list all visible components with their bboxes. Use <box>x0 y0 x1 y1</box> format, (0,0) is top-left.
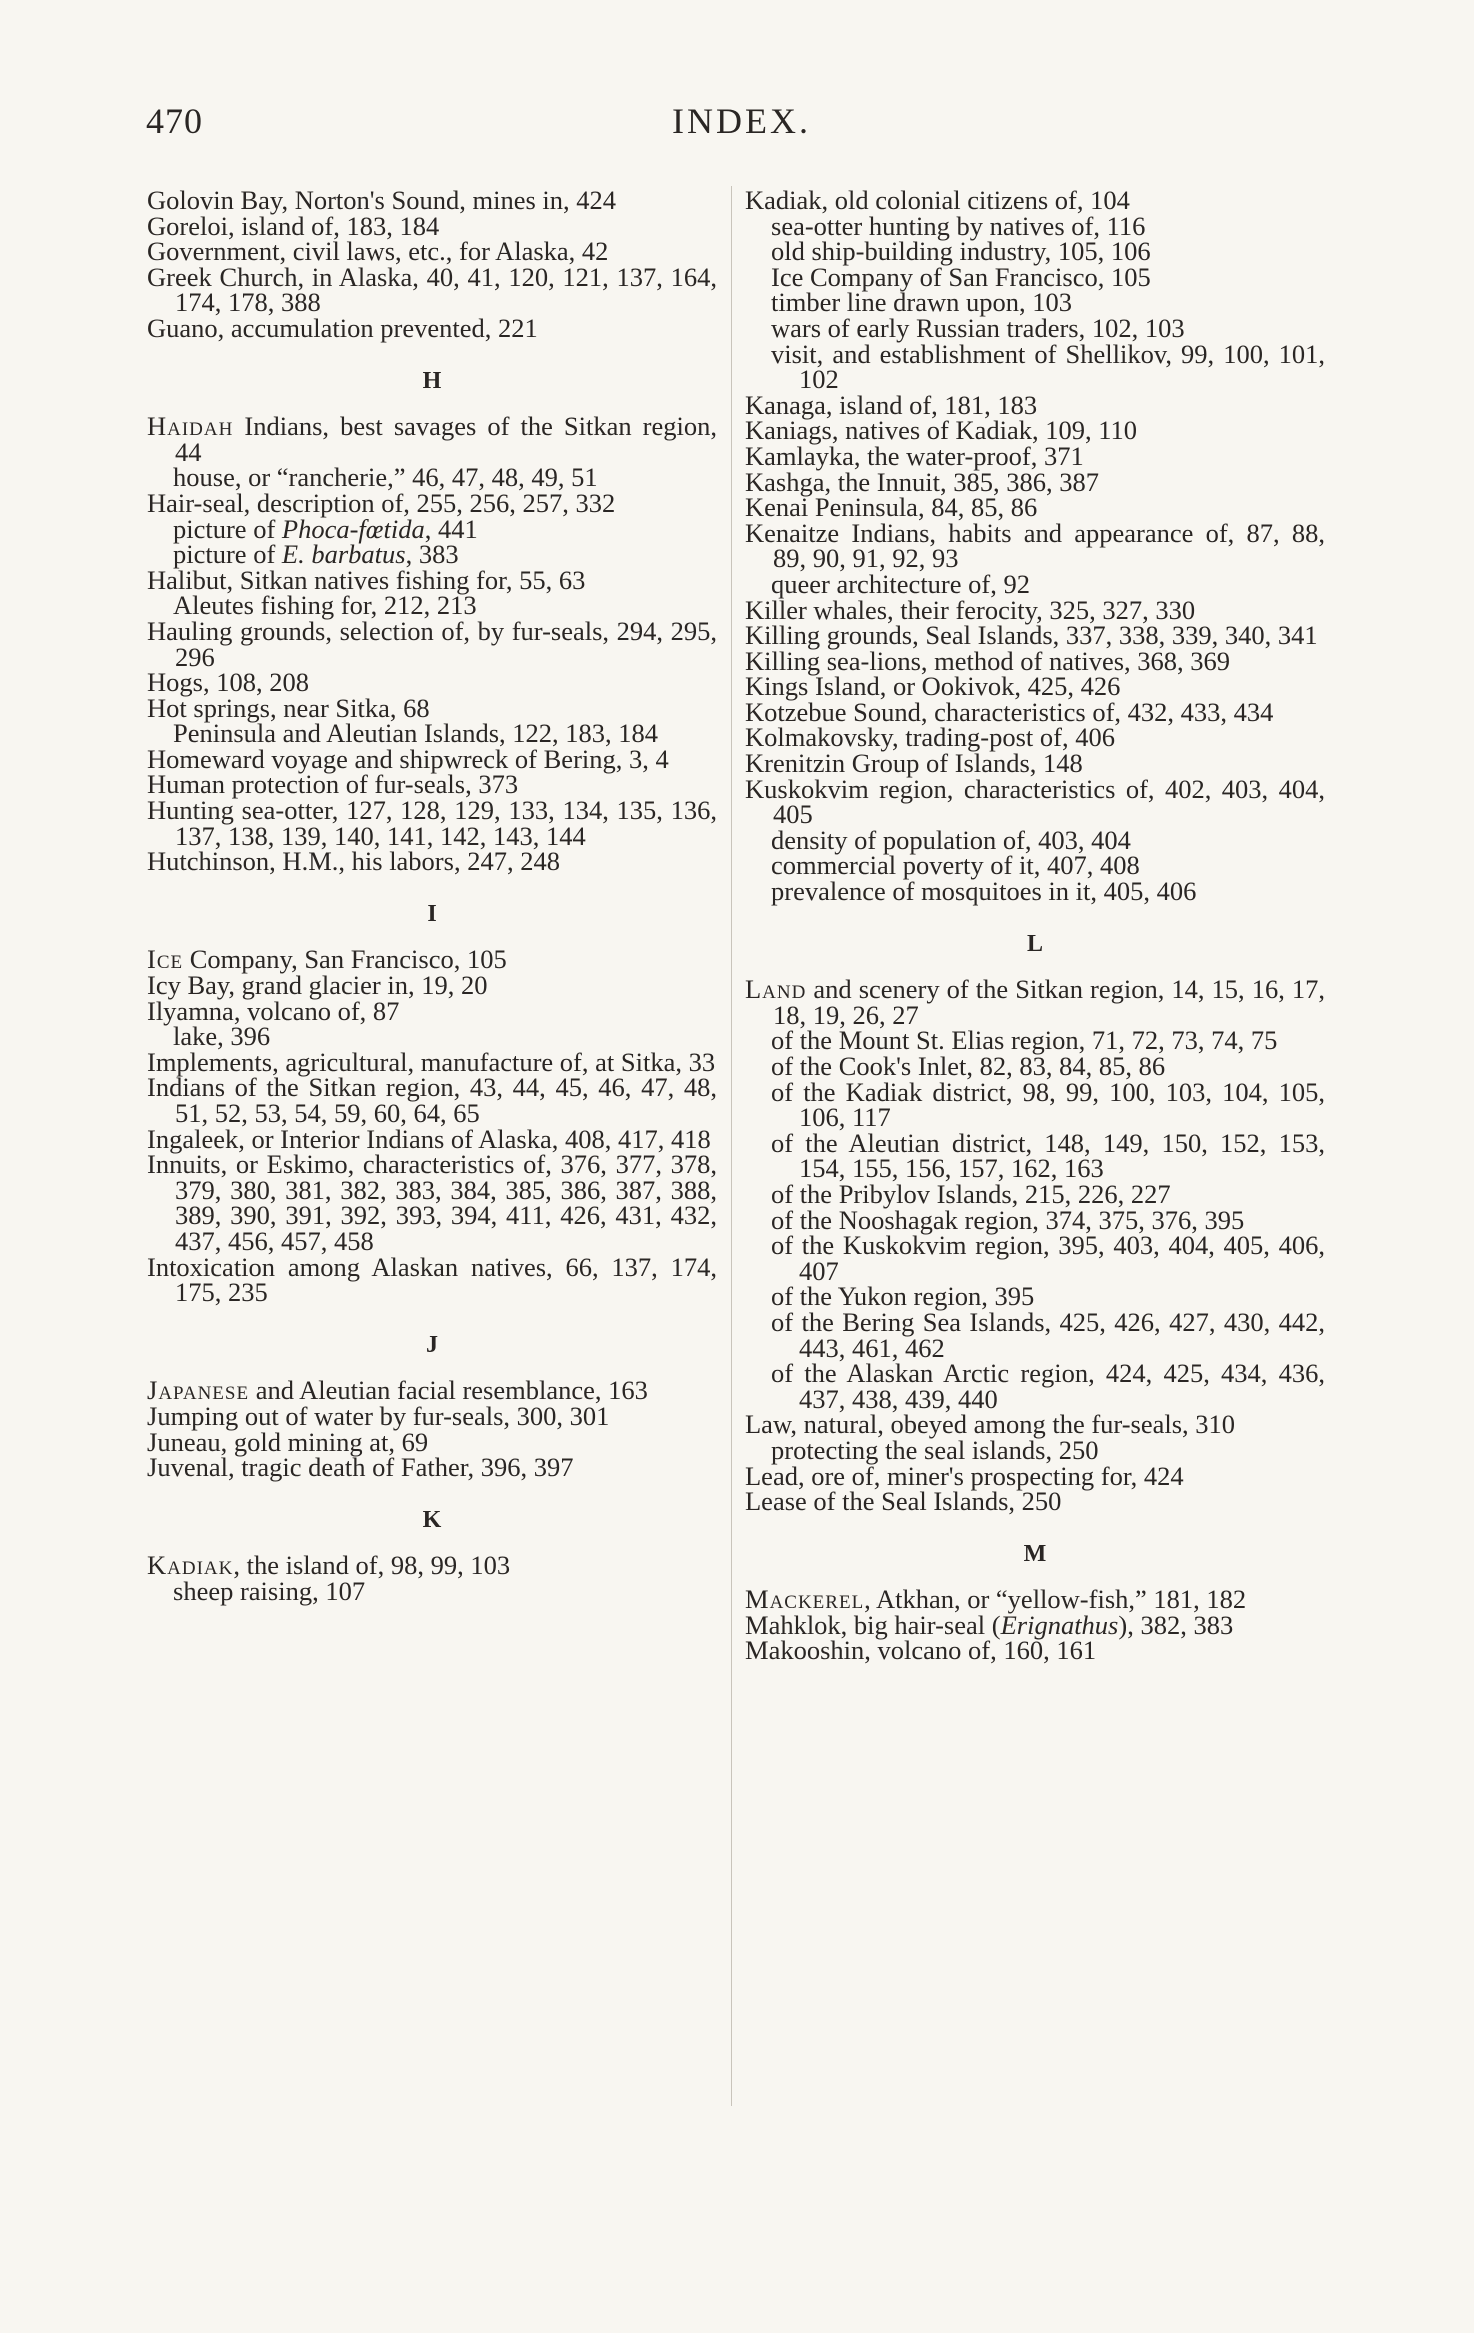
entry-lead-word: Haidah <box>147 411 234 442</box>
entry-text: Aleutes fishing for, 212, 213 <box>173 590 477 621</box>
entry-text: Kadiak, old colonial citizens of, 104 <box>745 185 1130 215</box>
index-subentry <box>745 1127 1325 1184</box>
entry-text: of the Pribylov Islands, 215, 226, 227 <box>771 1178 1171 1209</box>
entry-text: of the Mount St. Elias region, 71, 72, 73, 74, 75 <box>771 1025 1278 1056</box>
entry-text: Kotzebue Sound, characteristics of, 432, 433, 434 <box>745 696 1274 727</box>
entry-text: Peninsula and Aleutian Islands, 122, 183, 184 <box>173 718 659 749</box>
entry-text: Golovin Bay, Norton's Sound, mines in, 424 <box>147 185 617 215</box>
entry-text: and Aleutian facial resemblance, 163 <box>249 1375 648 1406</box>
index-entry <box>147 615 717 672</box>
index-subentry <box>745 338 1325 395</box>
entry-text: Killing grounds, Seal Islands, 337, 338, 339, 340, 341 <box>745 620 1318 651</box>
entry-text: , Atkhan, or “yellow-fish,” 181, 182 <box>864 1584 1247 1615</box>
entry-text: Kuskokvim region, characteristics of, 402, 403, 404, 405 <box>745 773 1325 830</box>
index-entry <box>745 1635 1325 1666</box>
entry-text: Kolmakovsky, trading-post of, 406 <box>745 722 1115 753</box>
entry-text: Company, San Francisco, 105 <box>183 944 507 975</box>
entry-text: Juneau, gold mining at, 69 <box>147 1426 429 1457</box>
entry-text: Hot springs, near Sitka, 68 <box>147 692 430 723</box>
entry-text: density of population of, 403, 404 <box>771 824 1131 855</box>
entry-text: of the Aleutian district, 148, 149, 150, 152, 153, 154, 155, 156, 157, 162, 163 <box>771 1127 1325 1184</box>
entry-lead-word: Ice <box>147 944 184 975</box>
entry-text: Jumping out of water by fur-seals, 300, 301 <box>147 1400 610 1431</box>
index-entry <box>147 795 717 851</box>
section-letter: M <box>1023 1540 1047 1567</box>
section-letter: K <box>422 1506 442 1533</box>
entry-text: Law, natural, obeyed among the fur-seals, 310 <box>745 1409 1236 1440</box>
entry-text: of the Alaskan Arctic region, 424, 425, 434, 436, 437, 438, 439, 440 <box>771 1358 1325 1414</box>
entry-text: picture of <box>173 513 282 544</box>
entry-text-after: , 383 <box>405 539 459 570</box>
entry-text: Killing sea-lions, method of natives, 368, 369 <box>745 645 1231 676</box>
entry-text: Hunting sea-otter, 127, 128, 129, 133, 134, 135, 136, 137, 138, 139, 140, 141, 142, 143, 144 <box>147 795 717 851</box>
index-column-right <box>745 185 1325 1666</box>
index-entry <box>745 773 1325 830</box>
entry-italic-term: Erignathus <box>1000 1609 1119 1640</box>
section-letter: J <box>426 1331 438 1358</box>
entry-text: Lease of the Seal Islands, 250 <box>745 1486 1062 1517</box>
entry-text: commercial poverty of it, 407, 408 <box>771 850 1140 881</box>
entry-text: Kenaitze Indians, habits and appearance of, 87, 88, 89, 90, 91, 92, 93 <box>745 517 1325 574</box>
entry-text: , the island of, 98, 99, 103 <box>233 1550 511 1581</box>
column-divider <box>731 186 732 2106</box>
entry-text: Kaniags, natives of Kadiak, 109, 110 <box>745 415 1138 446</box>
entry-text: prevalence of mosquitoes in it, 405, 406 <box>771 876 1197 907</box>
entry-text: Hauling grounds, selection of, by fur-seals, 294, 295, 296 <box>147 615 717 672</box>
section-letter: H <box>422 367 442 394</box>
entry-text: protecting the seal islands, 250 <box>771 1434 1099 1465</box>
index-entry <box>745 517 1325 574</box>
entry-text: Greek Church, in Alaska, 40, 41, 120, 121, 137, 164, 174, 178, 388 <box>147 261 717 318</box>
entry-text: Implements, agricultural, manufacture of, at Sitka, 33 <box>147 1046 716 1077</box>
running-title: INDEX. <box>672 101 811 141</box>
entry-text: Ingaleek, or Interior Indians of Alaska, 408, 417, 418 <box>147 1123 711 1154</box>
entry-text: queer architecture of, 92 <box>771 568 1030 599</box>
entry-text: sheep raising, 107 <box>173 1575 366 1606</box>
index-entry <box>147 1452 717 1483</box>
index-entry <box>147 261 717 318</box>
entry-text-after: ), 382, 383 <box>1118 1609 1234 1640</box>
entry-text: Hutchinson, H.M., his labors, 247, 248 <box>147 846 560 877</box>
index-subentry <box>745 1306 1325 1363</box>
entry-text: Juvenal, tragic death of Father, 396, 397 <box>147 1452 574 1483</box>
index-subentry <box>745 1230 1325 1286</box>
entry-text: of the Cook's Inlet, 82, 83, 84, 85, 86 <box>771 1051 1166 1081</box>
entry-text: Government, civil laws, etc., for Alaska, 42 <box>147 236 609 267</box>
entry-italic-term: E. barbatus <box>281 539 406 570</box>
entry-text-after: , 441 <box>424 513 478 544</box>
entry-text: picture of <box>173 539 282 570</box>
entry-text: of the Bering Sea Islands, 425, 426, 427, 430, 442, 443, 461, 462 <box>771 1306 1325 1363</box>
entry-text: Kashga, the Innuit, 385, 386, 387 <box>745 466 1100 497</box>
entry-text: wars of early Russian traders, 102, 103 <box>771 312 1185 343</box>
entry-text: Human protection of fur-seals, 373 <box>147 769 519 800</box>
entry-text: timber line drawn upon, 103 <box>771 287 1073 318</box>
index-entry <box>147 846 717 877</box>
entry-text: Killer whales, their ferocity, 325, 327, 330 <box>745 594 1196 625</box>
entry-text: Hogs, 108, 208 <box>147 667 309 698</box>
entry-text: Kanaga, island of, 181, 183 <box>745 389 1038 420</box>
entry-text: Ilyamna, volcano of, 87 <box>147 995 400 1026</box>
entry-text: Kenai Peninsula, 84, 85, 86 <box>745 492 1038 523</box>
entry-text: of the Yukon region, 395 <box>771 1281 1035 1312</box>
entry-text: of the Kadiak district, 98, 99, 100, 103, 104, 105, 106, 117 <box>771 1076 1325 1133</box>
entry-text: Indians of the Sitkan region, 43, 44, 45, 46, 47, 48, 51, 52, 53, 54, 59, 60, 64, 65 <box>147 1072 717 1128</box>
entry-italic-term: Phoca-fœtida <box>281 513 425 544</box>
entry-text: Krenitzin Group of Islands, 148 <box>745 748 1083 779</box>
index-entry <box>147 1072 717 1128</box>
entry-text: sea-otter hunting by natives of, 116 <box>771 210 1146 241</box>
index-entry <box>147 1149 717 1256</box>
index-subentry <box>745 876 1325 907</box>
entry-text: Innuits, or Eskimo, characteristics of, 376, 377, 378, 379, 380, 381, 382, 383, 384, 385, 386, 387, 388, 389, 390, 391, 392, 393, 394, 411, 426, 431, 432, 437, 456, 457, 458 <box>147 1149 717 1256</box>
entry-lead-word: Kadiak <box>147 1550 234 1581</box>
index-column-left <box>147 185 717 1606</box>
entry-lead-word: Japanese <box>147 1375 250 1406</box>
index-subentry <box>147 1575 717 1606</box>
entry-lead-word: Land <box>745 974 807 1005</box>
entry-text: of the Kuskokvim region, 395, 403, 404, 405, 406, 407 <box>771 1230 1325 1286</box>
index-subentry <box>745 1076 1325 1133</box>
section-letter: I <box>427 900 437 927</box>
index-subentry <box>745 1358 1325 1414</box>
entry-text: Intoxication among Alaskan natives, 66, 137, 174, 175, 235 <box>147 1251 717 1308</box>
entry-text: Goreloi, island of, 183, 184 <box>147 210 440 241</box>
entry-text: Mahklok, big hair-seal ( <box>745 1609 1001 1640</box>
entry-text: old ship-building industry, 105, 106 <box>771 236 1151 267</box>
entry-lead-word: Mackerel <box>745 1584 865 1615</box>
index-entry <box>745 974 1325 1030</box>
entry-text: Kings Island, or Ookivok, 425, 426 <box>745 671 1121 702</box>
entry-text: of the Nooshagak region, 374, 375, 376, 395 <box>771 1204 1245 1235</box>
entry-text: Hair-seal, description of, 255, 256, 257, 332 <box>147 487 616 518</box>
entry-text: and scenery of the Sitkan region, 14, 15, 16, 17, 18, 19, 26, 27 <box>773 974 1325 1030</box>
page-number: 470 <box>146 101 203 141</box>
entry-text: Icy Bay, grand glacier in, 19, 20 <box>147 970 488 1001</box>
entry-text: Ice Company of San Francisco, 105 <box>771 261 1151 292</box>
index-entry <box>147 411 717 467</box>
entry-text: Lead, ore of, miner's prospecting for, 424 <box>745 1460 1184 1491</box>
entry-text: Indians, best savages of the Sitkan region, 44 <box>175 411 717 467</box>
entry-text: house, or “rancherie,” 46, 47, 48, 49, 51 <box>173 462 598 493</box>
entry-text: Kamlayka, the water-proof, 371 <box>745 440 1084 471</box>
entry-text: lake, 396 <box>173 1021 271 1052</box>
index-entry <box>147 1251 717 1308</box>
entry-text: Halibut, Sitkan natives fishing for, 55, 63 <box>147 564 586 595</box>
page-header <box>0 100 1474 150</box>
entry-text: Makooshin, volcano of, 160, 161 <box>745 1635 1097 1666</box>
entry-text: visit, and establishment of Shellikov, 99, 100, 101, 102 <box>771 338 1325 395</box>
entry-text: Guano, accumulation prevented, 221 <box>147 312 538 343</box>
index-entry <box>745 1486 1325 1517</box>
section-letter: L <box>1026 930 1043 957</box>
entry-text: Homeward voyage and shipwreck of Bering, 3, 4 <box>147 743 669 774</box>
index-entry <box>147 312 717 343</box>
